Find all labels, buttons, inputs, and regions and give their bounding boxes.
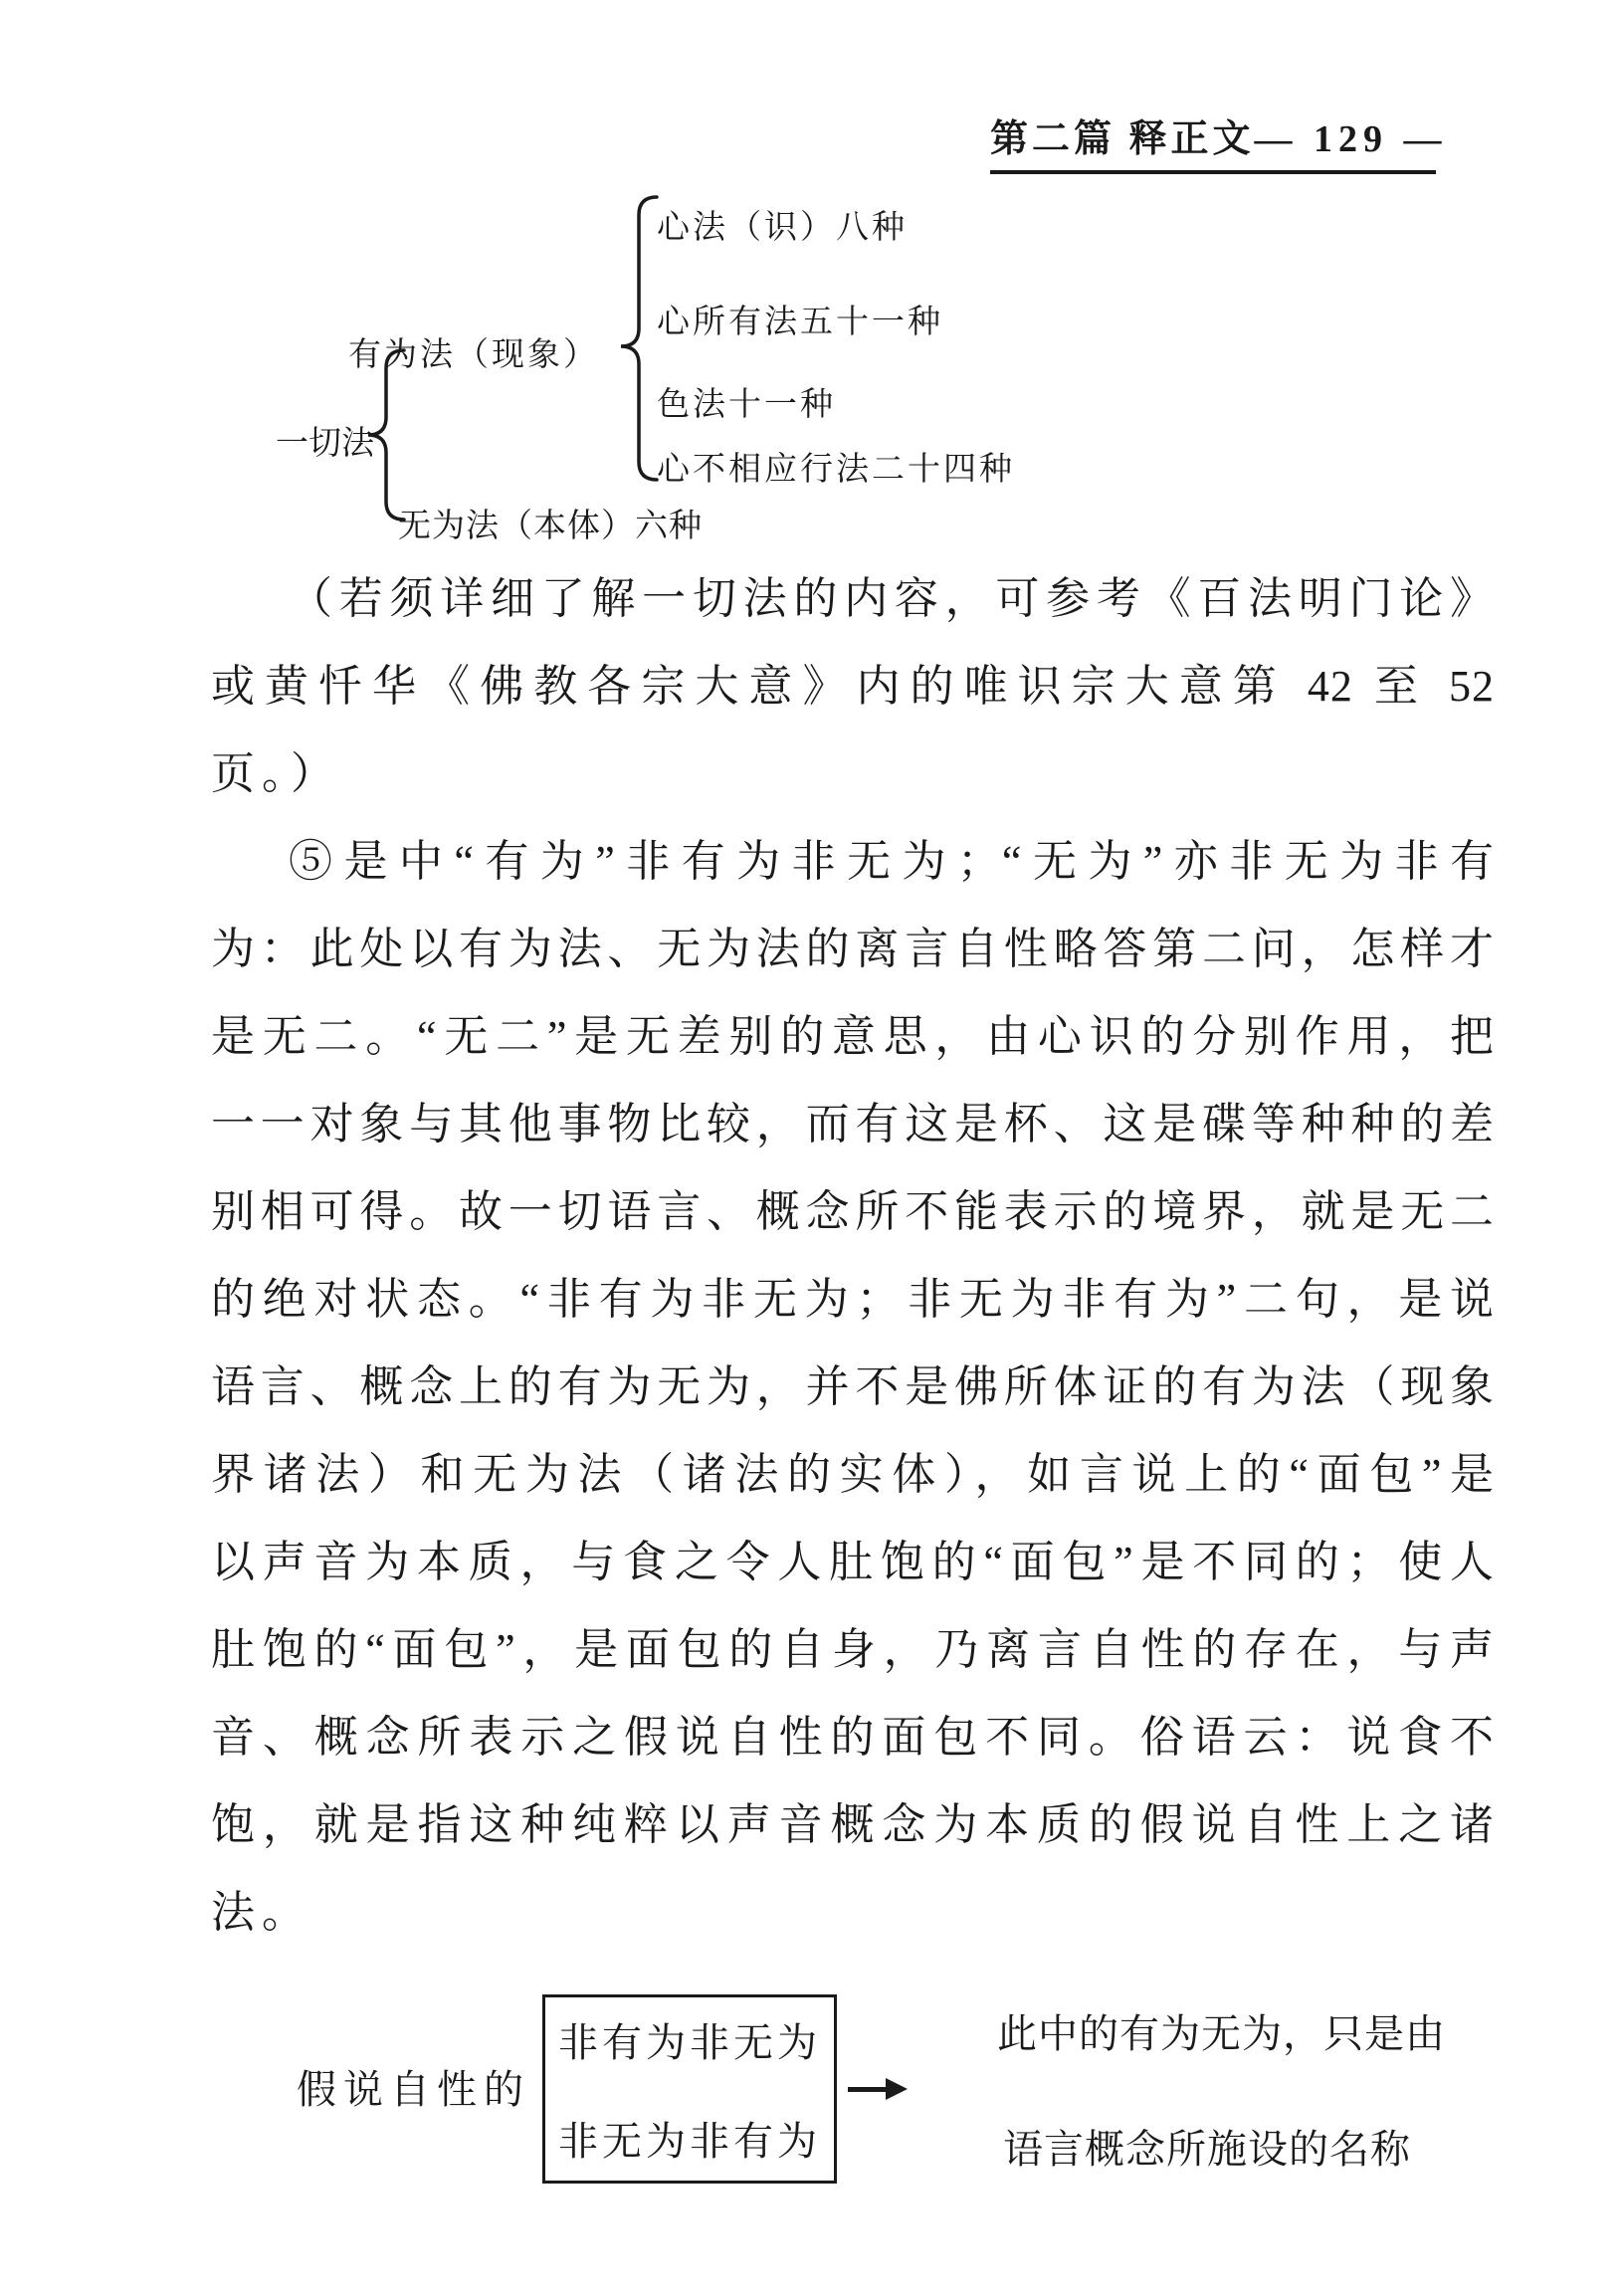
body-line: 语言、概念上的有为无为，并不是佛所体证的有为法（现象 — [211, 1362, 1495, 1411]
right-arrow-head-icon — [886, 2078, 908, 2100]
body-line: 肚饱的“面包”，是面包的自身，乃离言自性的存在，与声 — [211, 1625, 1495, 1674]
body-line: 以声音为本质，与食之令人肚饱的“面包”是不同的；使人 — [211, 1538, 1495, 1586]
page-number: — 129 — — [1254, 118, 1448, 160]
body-line: （若须详细了解一切法的内容，可参考《百法明门论》 — [289, 574, 1495, 623]
body-line: 法。 — [211, 1888, 312, 1937]
bottom-diagram-note-line-1: 此中的有为无为，只是由 — [997, 2011, 1446, 2056]
body-line: 为：此处以有为法、无为法的离言自性略答第二问，怎样才 — [211, 925, 1495, 973]
body-line: 一一对象与其他事物比较，而有这是杯、这是碟等种种的差 — [211, 1100, 1495, 1148]
diagram-item-mind-dharmas: 心法（识）八种 — [657, 210, 908, 246]
diagram-branch-unconditioned: 无为法（本体）六种 — [398, 509, 703, 544]
bottom-diagram-note-line-2: 语言概念所施设的名称 — [1003, 2127, 1411, 2172]
body-line: ⑤是中“有为”非有为非无为；“无为”亦非无为非有 — [289, 837, 1495, 886]
diagram-item-form-dharmas: 色法十一种 — [657, 387, 836, 423]
box-phrase-1: 非有为非无为 — [558, 2020, 821, 2065]
diagram-root-label: 一切法 — [276, 426, 374, 462]
body-line: 或黄忏华《佛教各宗大意》内的唯识宗大意第 42 至 52 — [211, 662, 1495, 711]
body-text — [211, 555, 1495, 1957]
body-line: 饱，就是指这种纯粹以声音概念为本质的假说自性上之诸 — [211, 1800, 1495, 1849]
section-title: 第二篇 释正文 — [990, 118, 1255, 160]
body-line: 别相可得。故一切语言、概念所不能表示的境界，就是无二 — [211, 1187, 1495, 1236]
bottom-diagram-box — [542, 1994, 837, 2184]
diagram-item-non-associated-dharmas: 心不相应行法二十四种 — [657, 452, 1015, 488]
right-arrow-icon — [848, 2087, 890, 2092]
bottom-diagram-label: 假说自性的 — [297, 2067, 530, 2112]
diagram-item-mental-factors: 心所有法五十一种 — [657, 305, 943, 340]
inner-brace-icon — [621, 197, 657, 480]
diagram-branch-conditioned: 有为法（现象） — [348, 337, 599, 373]
body-line: 界诸法）和无为法（诸法的实体），如言说上的“面包”是 — [211, 1450, 1495, 1499]
body-line: 是无二。“无二”是无差别的意思，由心识的分别作用，把 — [211, 1012, 1495, 1061]
body-line: 的绝对状态。“非有为非无为；非无为非有为”二句，是说 — [211, 1275, 1495, 1324]
body-line: 页。） — [211, 749, 341, 798]
box-phrase-2: 非无为非有为 — [558, 2119, 821, 2164]
body-line: 音、概念所表示之假说自性的面包不同。俗语云：说食不 — [211, 1713, 1495, 1762]
